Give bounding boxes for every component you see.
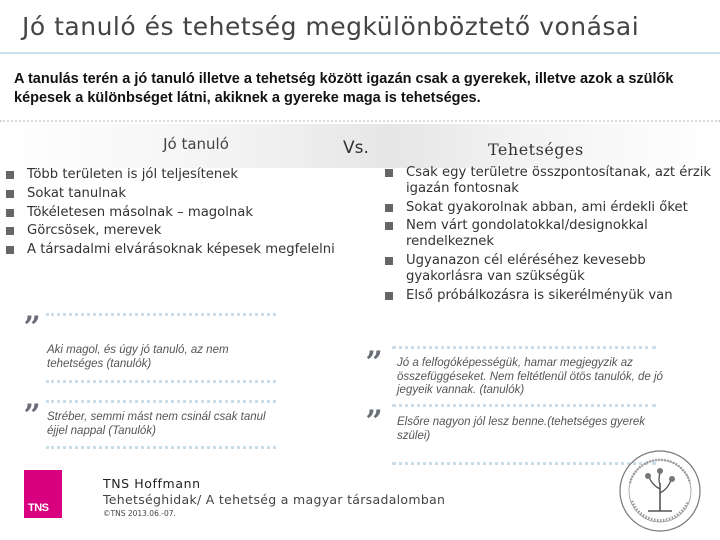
panel-divider	[0, 120, 720, 122]
list-item	[385, 288, 715, 304]
quote-mark-icon: „	[24, 381, 42, 416]
list-item-text: Sokat gyakorolnak abban, ami érdekli őket	[406, 199, 688, 215]
quote-divider	[46, 380, 276, 383]
square-bullet-icon	[6, 227, 14, 235]
list-item-text: Több területen is jól teljesítenek	[27, 167, 238, 182]
list-item-text: Görcsösek, merevek	[27, 223, 162, 239]
talented-heading: Tehetséges	[488, 140, 584, 159]
list-item	[385, 253, 715, 285]
square-bullet-icon	[385, 257, 393, 265]
seal-emblem-icon	[618, 449, 702, 533]
list-item-text: Csak egy területre összpontosítanak, azt érzik igazán fontosnak	[406, 165, 712, 196]
intro-text: A tanulás terén a jó tanuló illetve a tehetség között igazán csak a gyerekek, illetve azok a szülők képesek a különbséget látni, akiknek a gyereke maga is tehetséges.	[14, 71, 674, 106]
list-item	[6, 223, 366, 239]
quote-mark-icon: „	[366, 387, 384, 422]
tns-logo	[24, 470, 62, 518]
quote-3-text: Jó a felfogóképességük, hamar megjegyzik az összefüggéseket. Nem feltétlenül ötös tanulók, de jó jegyeik vannak. (tanulók)	[397, 357, 663, 396]
square-bullet-icon	[6, 209, 14, 217]
list-item	[385, 165, 715, 197]
quote-4-text: Elsőre nagyon jól lesz benne.(tehetséges gyerek szülei)	[397, 416, 646, 442]
quote-divider	[46, 313, 276, 316]
talented-list	[385, 165, 715, 306]
square-bullet-icon	[6, 246, 14, 254]
good-student-list	[6, 167, 366, 261]
quote-divider	[392, 346, 656, 349]
quote-mark-icon: „	[24, 293, 42, 328]
list-item-text: Nem várt gondolatokkal/designokkal rendelkeznek	[406, 218, 648, 250]
list-item	[385, 200, 715, 216]
footer-subtitle: Tehetséghidak/ A tehetség a magyar társadalomban	[103, 492, 446, 507]
quote-divider	[46, 446, 276, 449]
square-bullet-icon	[6, 171, 14, 179]
list-item-text: Első próbálkozásra is sikerélményük van	[406, 287, 673, 303]
list-item	[385, 218, 715, 250]
company-name: TNS Hoffmann	[103, 476, 201, 491]
list-item	[6, 186, 366, 202]
quote-divider	[46, 400, 276, 403]
square-bullet-icon	[385, 222, 393, 230]
list-item-text: A társadalmi elvárásoknak képesek megfelelni	[27, 242, 335, 258]
quote-divider	[392, 462, 656, 465]
quote-1-text: Aki magol, és úgy jó tanuló, az nem tehetséges (tanulók)	[47, 344, 229, 370]
list-item	[6, 205, 366, 221]
copyright: ©TNS 2013.06.-07.	[103, 509, 176, 518]
quote-divider	[392, 404, 656, 407]
list-item-text: Tökéletesen másolnak – magolnak	[27, 204, 253, 220]
tns-logo-text: TNS	[28, 502, 49, 514]
square-bullet-icon	[6, 190, 14, 198]
list-item-text: Sokat tanulnak	[27, 185, 126, 201]
list-item	[6, 167, 366, 183]
square-bullet-icon	[385, 204, 393, 212]
list-item	[6, 242, 366, 258]
slide-title: Jó tanuló és tehetség megkülönböztető vonásai	[22, 12, 640, 41]
good-student-heading: Jó tanuló	[163, 135, 229, 153]
square-bullet-icon	[385, 169, 393, 177]
quote-2-text: Stréber, semmi mást nem csinál csak tanul éjjel nappal (Tanulók)	[47, 411, 266, 437]
title-divider	[0, 52, 720, 54]
quote-mark-icon: „	[366, 328, 384, 363]
list-item-text: Ugyanazon cél eléréséhez kevesebb gyakorlásra van szükségük	[406, 252, 646, 284]
square-bullet-icon	[385, 292, 393, 300]
versus-label: Vs.	[343, 138, 369, 158]
